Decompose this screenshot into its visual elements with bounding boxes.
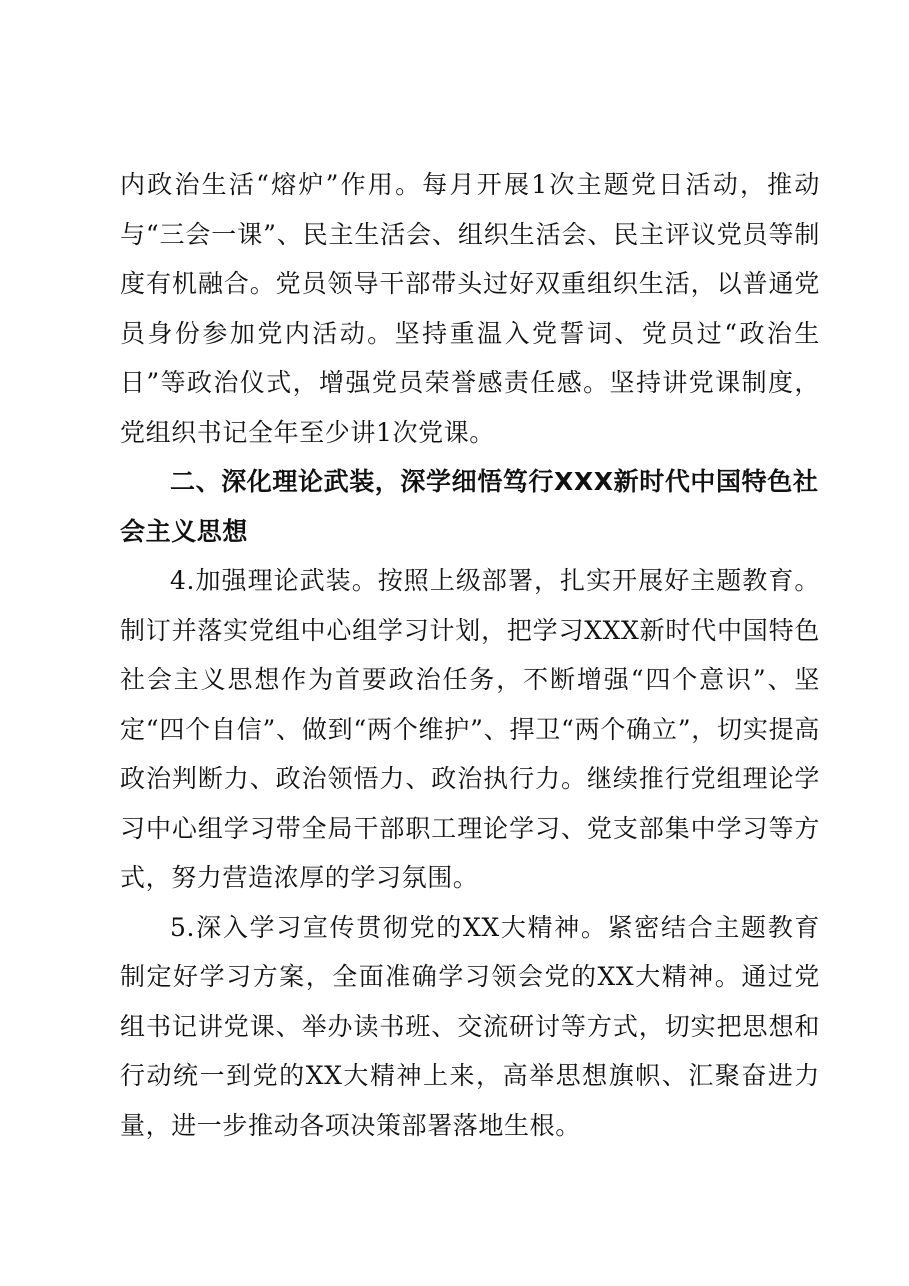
section-heading: 二、深化理论武装，深学细悟笃行XXX新时代中国特色社会主义思想: [120, 467, 819, 546]
document-body: [120, 160, 820, 1150]
paragraph-4: 4.加强理论武装。按照上级部署，扎实开展好主题教育。制订并落实党组中心组学习计划，把学习XXX新时代中国特色社会主义思想作为首要政治任务，不断增强“四个意识”、坚定“四个自信”、做到“两个维护”、捍卫“两个确立”，切实提高政治判断力、政治领悟力、政治执行力。继续推行党组理论学习中心组学习带全局干部职工理论学习、党支部集中学习等方式，努力营造浓厚的学习氛围。: [120, 566, 820, 892]
paragraph-continued: 内政治生活“熔炉”作用。每月开展1次主题党日活动，推动与“三会一课”、民主生活会、组织生活会、民主评议党员等制度有机融合。党员领导干部带头过好双重组织生活，以普通党员身份参加党内活动。坚持重温入党誓词、党员过“政治生日”等政治仪式，增强党员荣誉感责任感。坚持讲党课制度，党组织书记全年至少讲1次党课。: [120, 170, 820, 447]
paragraph-5: 5.深入学习宣传贯彻党的XX大精神。紧密结合主题教育制定好学习方案，全面准确学习领会党的XX大精神。通过党组书记讲党课、举办读书班、交流研讨等方式，切实把思想和行动统一到党的XX大精神上来，高举思想旗帜、汇聚奋进力量，进一步推动各项决策部署落地生根。: [120, 912, 820, 1140]
